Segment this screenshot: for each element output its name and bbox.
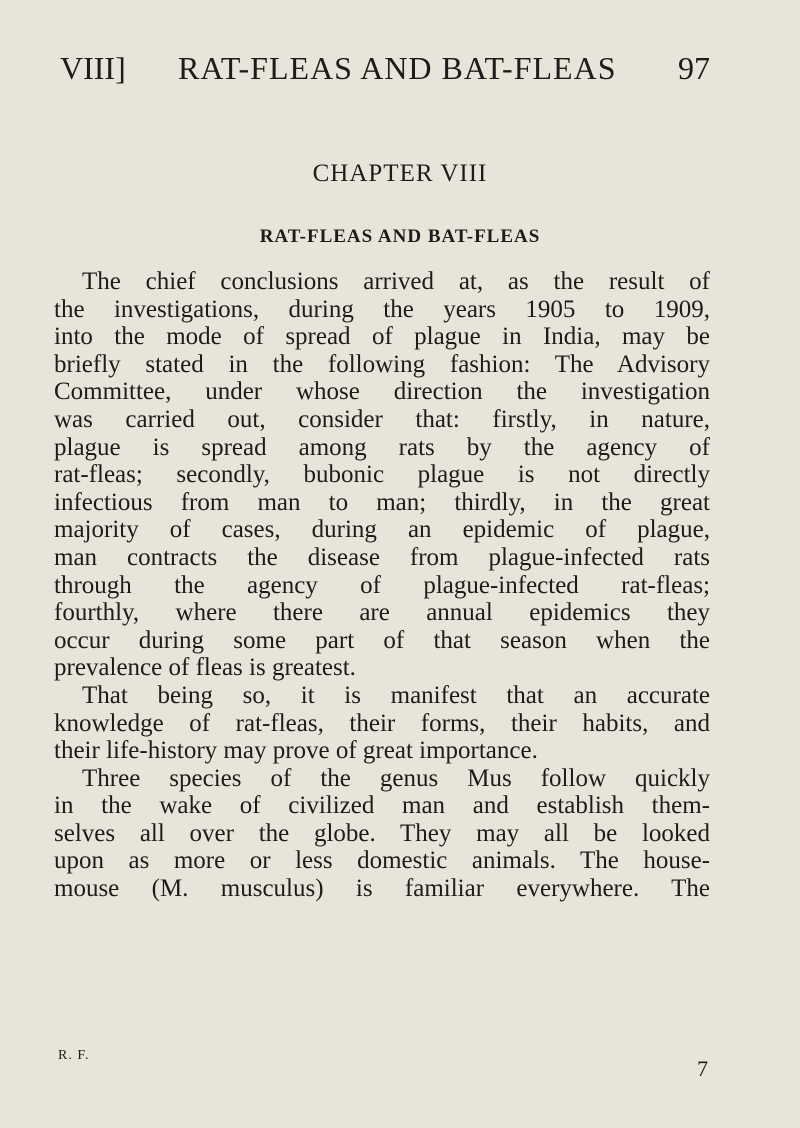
text-line: infectious from man to man; thirdly, in the great [54,488,710,516]
text-line: knowledge of rat-fleas, their forms, their habits, and [54,709,710,737]
text-line: the investigations, during the years 1905 to 1909, [54,295,710,323]
text-line: Committee, under whose direction the investigation [54,378,710,406]
text-line: man contracts the disease from plague-infected rats [54,543,710,571]
text-line: fourthly, where there are annual epidemics they [54,599,710,627]
text-line: into the mode of spread of plague in India, may be [54,323,710,351]
text-line: briefly stated in the following fashion: The Advisory [54,350,710,378]
signature-number: 7 [697,1056,708,1081]
text-line: occur during some part of that season when the [54,626,710,654]
text-line: in the wake of civilized man and establish them- [54,792,710,820]
chapter-subheading: RAT-FLEAS AND BAT-FLEAS [259,226,541,247]
text-line: The chief conclusions arrived at, as the result of [82,268,710,295]
text-line: selves all over the globe. They may all be looked [54,819,710,847]
page-number: 97 [678,50,710,86]
signature-mark: R. F. [58,1048,90,1063]
running-title: RAT-FLEAS AND BAT-FLEAS [178,50,617,86]
text-line: plague is spread among rats by the agency of [54,433,710,461]
text-line: majority of cases, during an epidemic of plague, [54,516,710,544]
text-line: mouse (M. musculus) is familiar everywhere. The [54,875,710,903]
text-line: was carried out, consider that: firstly, in nature, [54,405,710,433]
text-line: rat-fleas; secondly, bubonic plague is not directly [54,461,710,489]
text-line: upon as more or less domestic animals. The house- [54,847,710,875]
text-line: their life-history may prove of great importance. [54,737,538,765]
text-line: prevalence of fleas is greatest. [54,654,356,682]
text-line: through the agency of plague-infected rat-fleas; [54,571,710,599]
running-head [60,48,710,88]
text-line: That being so, it is manifest that an accurate [82,681,710,709]
body-text [54,268,710,903]
text-line: Three species of the genus Mus follow quickly [82,764,710,792]
chapter-heading: CHAPTER VIII [312,160,488,187]
chapter-number-marker: VIII] [60,50,126,86]
